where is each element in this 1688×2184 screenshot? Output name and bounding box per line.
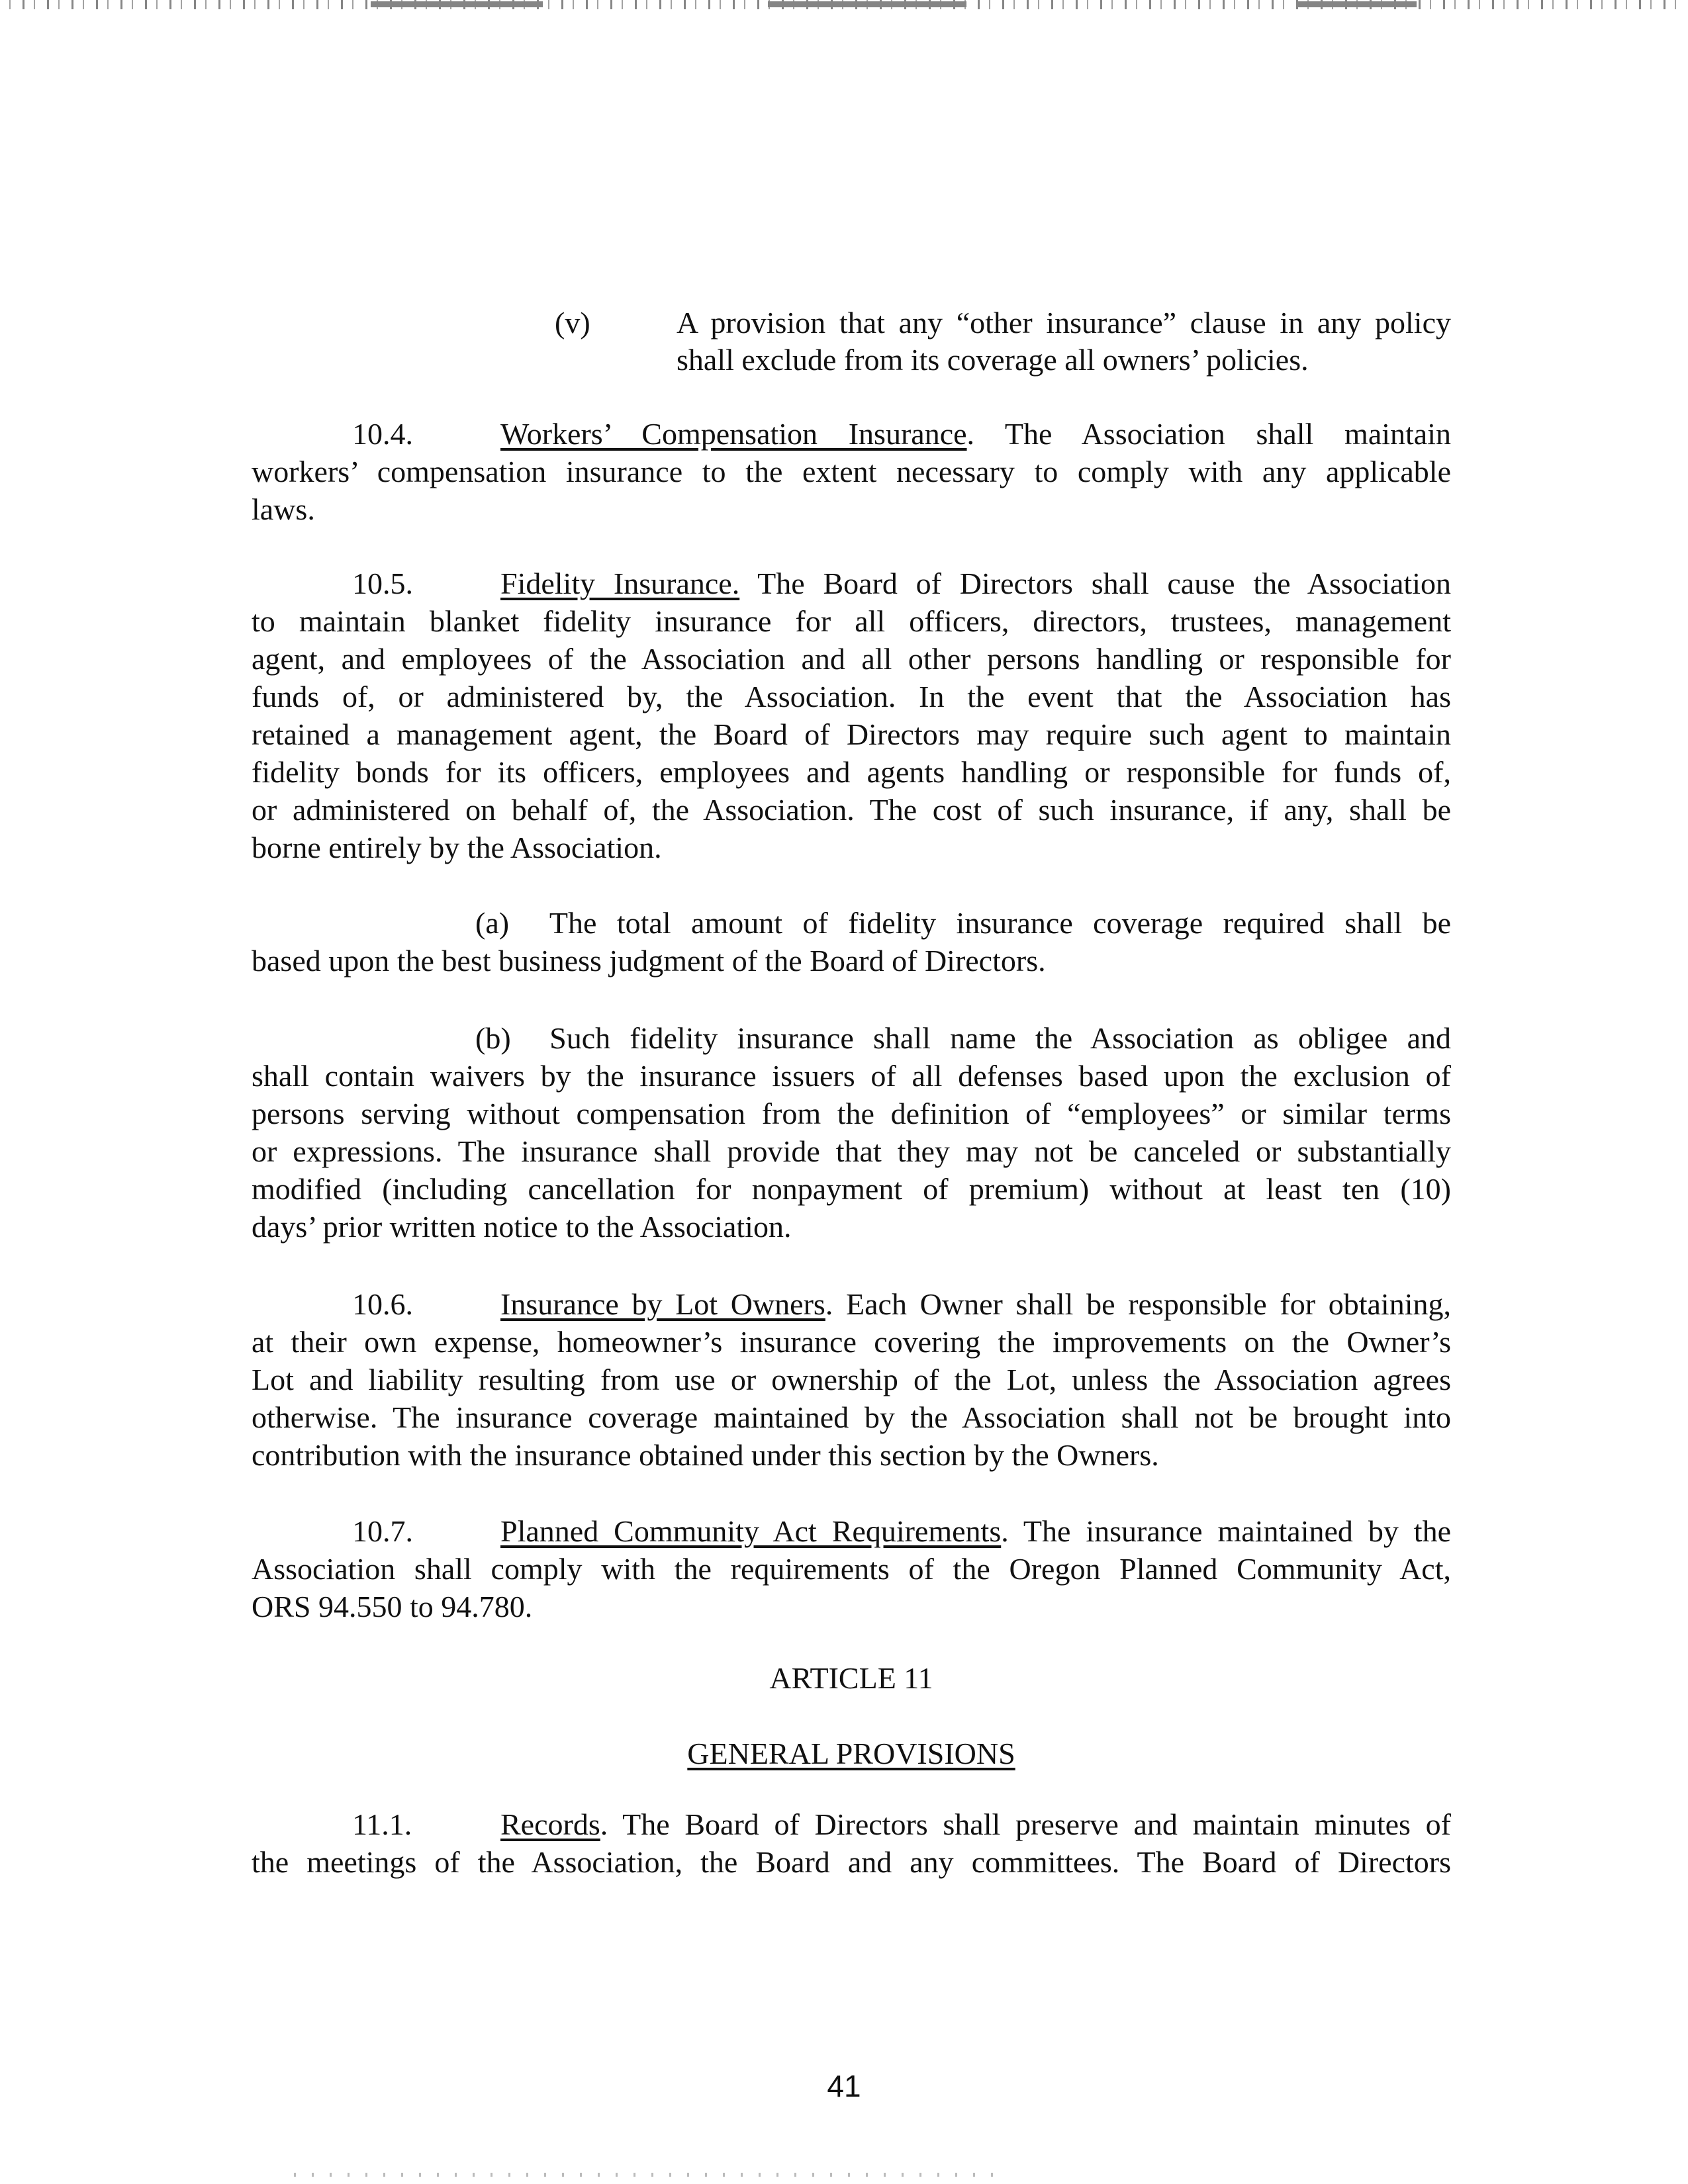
section-heading: Fidelity Insurance. bbox=[500, 567, 740, 600]
section-line: to maintain blanket fidelity insurance for all officers, directors, trustees, management bbox=[252, 604, 1451, 638]
section-text: The total amount of fidelity insurance coverage required shall be bbox=[549, 906, 1451, 940]
section-line: or administered on behalf of, the Association. The cost of such insurance, if any, shall be bbox=[252, 793, 1451, 827]
article-heading-text: GENERAL PROVISIONS bbox=[687, 1737, 1015, 1770]
section-text: The Board of Directors shall cause the Association bbox=[739, 567, 1451, 600]
section-line: Association shall comply with the requirements of the Oregon Planned Community Act, bbox=[252, 1552, 1451, 1586]
item-marker: (v) bbox=[555, 306, 590, 340]
section-number: 10.4. bbox=[352, 417, 413, 451]
subsection-marker: (a) bbox=[475, 906, 510, 940]
section-11-1 bbox=[252, 1805, 1451, 1881]
section-text: . Each Owner shall be responsible for obtaining, bbox=[825, 1287, 1451, 1321]
section-line: Lot and liability resulting from use or ownership of the Lot, unless the Association agrees bbox=[252, 1363, 1451, 1396]
item-line: shall exclude from its coverage all owners’ policies. bbox=[677, 343, 1309, 377]
section-10-7 bbox=[252, 1512, 1451, 1625]
section-10-4 bbox=[252, 415, 1451, 528]
item-line: A provision that any “other insurance” clause in any policy bbox=[677, 306, 1451, 340]
page-number: 41 bbox=[827, 2069, 861, 2103]
section-line: workers’ compensation insurance to the extent necessary to comply with any applicable bbox=[252, 455, 1451, 488]
section-line: laws. bbox=[252, 492, 315, 526]
section-line: days’ prior written notice to the Association. bbox=[252, 1210, 792, 1244]
article-title: ARTICLE 11 bbox=[769, 1661, 933, 1695]
section-line: or expressions. The insurance shall provide that they may not be canceled or substantially bbox=[252, 1134, 1451, 1168]
section-10-5 bbox=[252, 565, 1451, 866]
section-number: 10.5. bbox=[352, 567, 413, 600]
section-number: 10.6. bbox=[352, 1287, 413, 1321]
section-text: Such fidelity insurance shall name the Association as obligee and bbox=[549, 1021, 1452, 1055]
section-line: otherwise. The insurance coverage maintained by the Association shall not be brought into bbox=[252, 1400, 1451, 1434]
section-text: . The insurance maintained by the bbox=[1001, 1514, 1451, 1548]
section-text: . The Board of Directors shall preserve and maintain minutes of bbox=[600, 1807, 1451, 1841]
section-10-5-b bbox=[252, 1019, 1451, 1246]
section-line: based upon the best business judgment of the Board of Directors. bbox=[252, 944, 1046, 978]
section-line: the meetings of the Association, the Board and any committees. The Board of Directors bbox=[252, 1845, 1451, 1879]
section-number: 11.1. bbox=[352, 1807, 412, 1841]
section-line: agent, and employees of the Association and all other persons handling or responsible for bbox=[252, 642, 1451, 676]
section-line: funds of, or administered by, the Association. In the event that the Association has bbox=[252, 680, 1451, 713]
section-line: borne entirely by the Association. bbox=[252, 831, 662, 864]
section-line: fidelity bonds for its officers, employees and agents handling or responsible for funds of, bbox=[252, 755, 1451, 789]
section-heading: Workers’ Compensation Insurance bbox=[500, 417, 967, 451]
subsection-marker: (b) bbox=[475, 1021, 511, 1055]
section-10-6 bbox=[252, 1285, 1451, 1474]
section-10-5-a bbox=[252, 904, 1451, 979]
section-heading: Records bbox=[500, 1807, 600, 1841]
scan-artifact-bottom bbox=[278, 2173, 1006, 2177]
section-text: . The Association shall maintain bbox=[966, 417, 1451, 451]
section-line: retained a management agent, the Board of Directors may require such agent to maintain bbox=[252, 717, 1451, 751]
section-heading: Planned Community Act Requirements bbox=[500, 1514, 1002, 1548]
section-line: ORS 94.550 to 94.780. bbox=[252, 1590, 533, 1623]
section-heading: Insurance by Lot Owners bbox=[500, 1287, 825, 1321]
section-line: contribution with the insurance obtained under this section by the Owners. bbox=[252, 1438, 1159, 1472]
section-line: at their own expense, homeowner’s insurance covering the improvements on the Owner’s bbox=[252, 1325, 1451, 1359]
section-line: persons serving without compensation from the definition of “employees” or similar terms bbox=[252, 1097, 1451, 1130]
section-number: 10.7. bbox=[352, 1514, 413, 1548]
section-line: modified (including cancellation for nonpayment of premium) without at least ten (10) bbox=[252, 1172, 1451, 1206]
article-heading bbox=[252, 1735, 1451, 1772]
scan-artifact-top bbox=[0, 0, 1688, 9]
section-line: shall contain waivers by the insurance issuers of all defenses based upon the exclusion of bbox=[252, 1059, 1451, 1093]
